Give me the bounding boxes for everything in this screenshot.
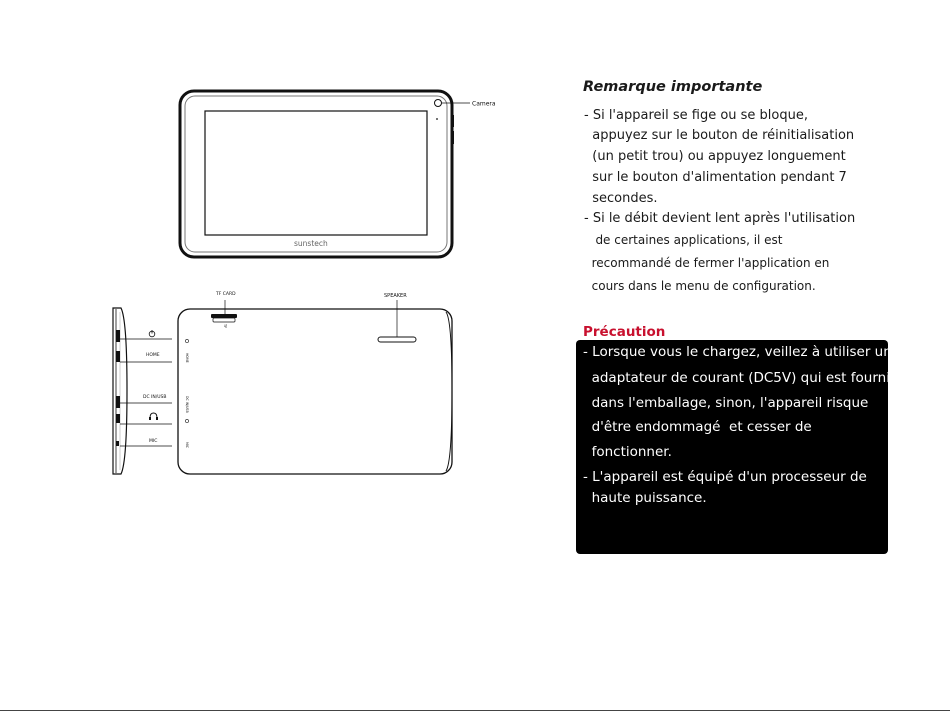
power-icon: [149, 330, 155, 337]
precaution-line: haute puissance.: [583, 490, 707, 506]
remarque-line: sur le bouton d'alimentation pendant 7: [584, 170, 847, 185]
precaution-line: dans l'emballage, sinon, l'appareil risque: [583, 395, 869, 411]
headphone-icon: [149, 413, 158, 420]
remarque-line: secondes.: [584, 191, 658, 206]
tf-card-label: TF CARD: [216, 292, 236, 297]
camera-label: Camera: [472, 100, 496, 108]
remarque-line: appuyez sur le bouton de réinitialisation: [584, 128, 855, 143]
dc-in-usb-label: DC IN/USB: [143, 395, 167, 400]
remarque-line: - Si le débit devient lent après l'utilisation: [584, 211, 856, 226]
tf-card-side-label: TF: [223, 324, 227, 329]
remarque-line: recommandé de fermer l'application en: [584, 256, 830, 270]
remarque-line: - Si l'appareil se fige ou se bloque,: [584, 108, 808, 123]
remarque-title: Remarque importante: [583, 79, 763, 95]
remarque-line: de certaines applications, il est: [584, 233, 783, 247]
tablet-side-view: [113, 308, 172, 474]
dc-side-label: DC IN/USB: [185, 396, 189, 413]
precaution-title: Précaution: [583, 324, 666, 340]
home-label: HOME: [146, 353, 160, 358]
brand-logo: sunstech: [294, 239, 328, 248]
precaution-line: d'être endommagé et cesser de: [583, 419, 812, 435]
mic-side-label: MIC: [185, 442, 189, 448]
tablet-back-view: [178, 291, 452, 474]
bottom-rule: [0, 710, 950, 711]
precaution-line: fonctionner.: [583, 444, 672, 460]
home-side-label: HOME: [185, 353, 189, 363]
remarque-line: (un petit trou) ou appuyez longuement: [584, 149, 846, 164]
precaution-line: - L'appareil est équipé d'un processeur de: [583, 469, 867, 485]
mic-label: MIC: [149, 439, 158, 444]
precaution-line: adaptateur de courant (DC5V) qui est fourni: [583, 370, 890, 386]
precaution-line: - Lorsque vous le chargez, veillez à utiliser un: [583, 344, 892, 360]
speaker-label: SPEAKER: [384, 293, 407, 299]
tablet-front-view: [180, 91, 496, 257]
tablet-diagram: [0, 0, 560, 560]
remarque-line: cours dans le menu de configuration.: [584, 279, 816, 293]
